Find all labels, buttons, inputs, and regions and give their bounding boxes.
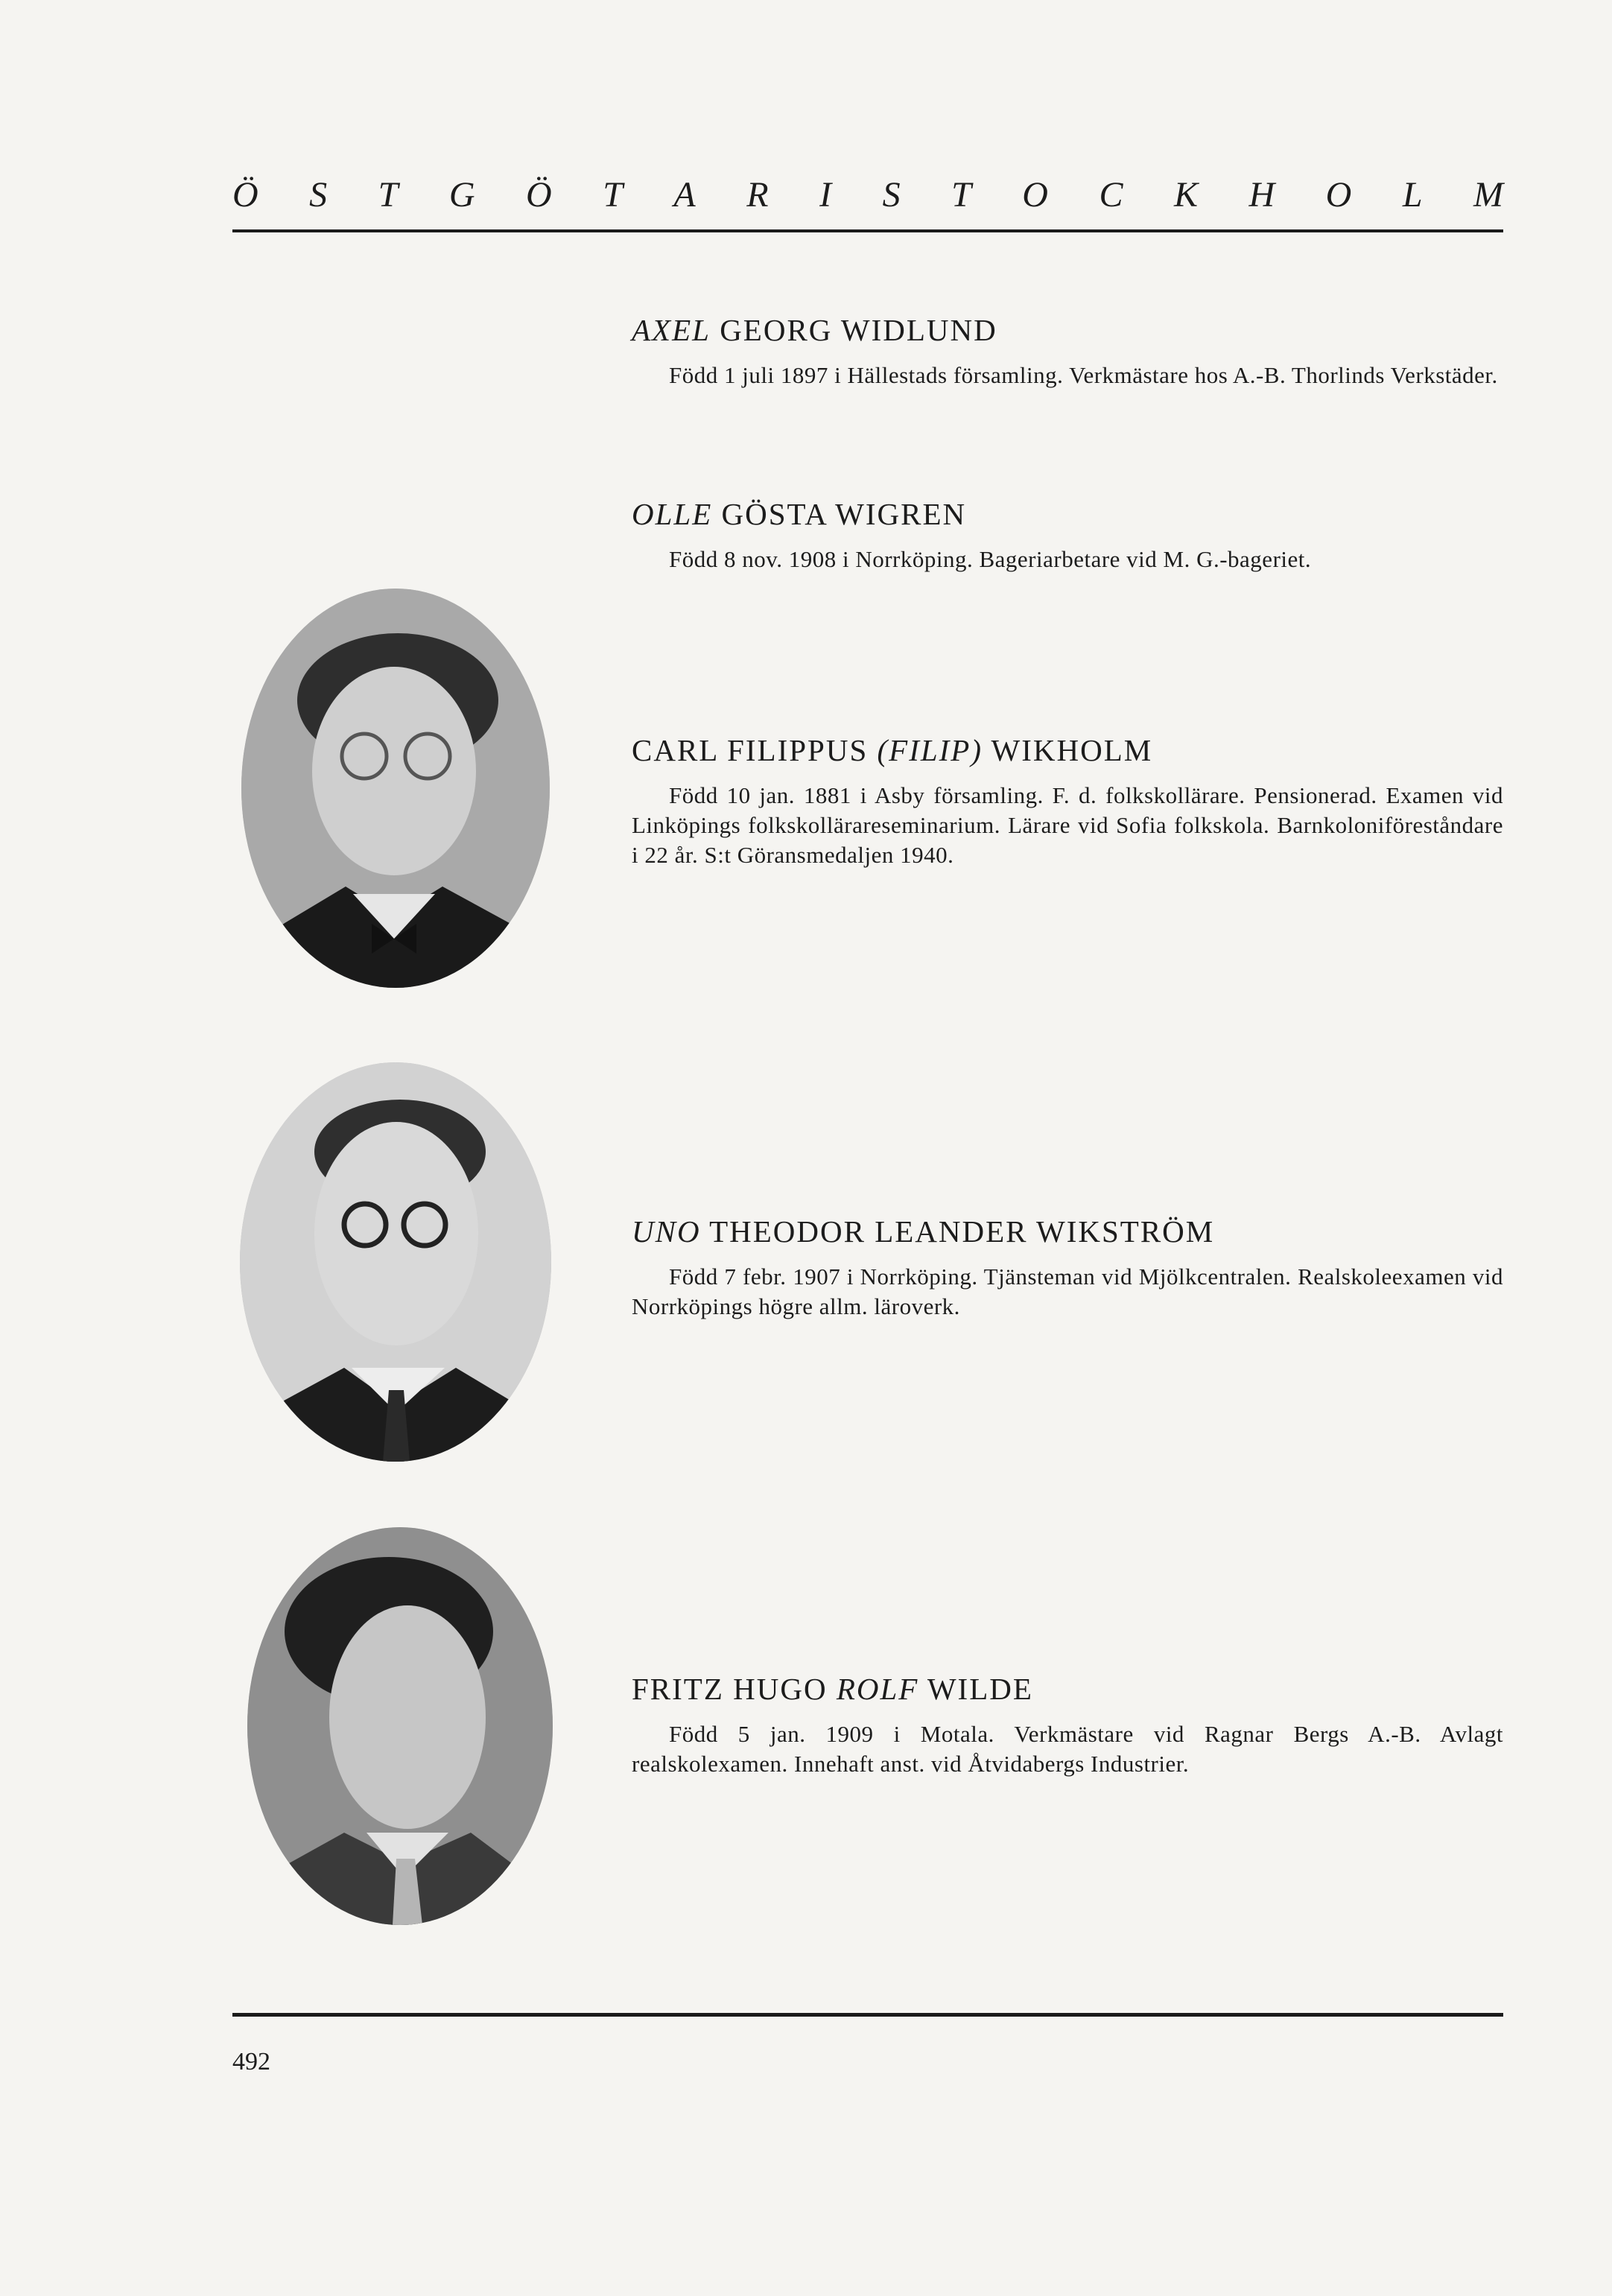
header-letter: I bbox=[819, 175, 832, 215]
header-letter: G bbox=[448, 175, 475, 215]
name-italic: ROLF bbox=[836, 1672, 919, 1706]
biography-entry bbox=[632, 1213, 1503, 1322]
name-italic: AXEL bbox=[632, 313, 711, 347]
name-rest: GÖSTA WIGREN bbox=[712, 497, 967, 531]
biography-entry bbox=[632, 311, 1503, 390]
page-number: 492 bbox=[232, 2048, 270, 2075]
person-name bbox=[632, 495, 1503, 533]
name-before: CARL FILIPPUS bbox=[632, 733, 878, 767]
name-rest: THEODOR LEANDER WIKSTRÖM bbox=[700, 1214, 1215, 1249]
name-before: FRITZ HUGO bbox=[632, 1672, 837, 1706]
header-letter: T bbox=[951, 175, 971, 215]
biography-entry bbox=[632, 495, 1503, 574]
header-letter: T bbox=[378, 175, 399, 215]
person-name bbox=[632, 1213, 1503, 1250]
name-rest: WIKHOLM bbox=[983, 733, 1153, 767]
header-letter: C bbox=[1099, 175, 1123, 215]
running-header bbox=[232, 173, 1503, 218]
person-name bbox=[632, 1670, 1503, 1707]
header-letter: S bbox=[309, 175, 328, 215]
biography-entry bbox=[632, 1670, 1503, 1779]
header-letter: K bbox=[1173, 175, 1198, 215]
header-letter: O bbox=[1022, 175, 1048, 215]
person-name bbox=[632, 732, 1503, 769]
header-letter: R bbox=[746, 175, 769, 215]
name-italic: (FILIP) bbox=[877, 733, 983, 767]
person-bio: Född 1 juli 1897 i Hällestads församling. Verkmästare hos A.-B. Thorlinds Verkstäder. bbox=[669, 362, 1498, 388]
header-letter: A bbox=[673, 175, 696, 215]
name-italic: UNO bbox=[632, 1214, 701, 1249]
header-letter: L bbox=[1402, 175, 1423, 215]
header-letter: Ö bbox=[232, 175, 258, 215]
header-rule bbox=[232, 229, 1503, 232]
name-italic: OLLE bbox=[632, 497, 713, 531]
portrait-photo bbox=[241, 589, 550, 988]
name-rest: WILDE bbox=[918, 1672, 1033, 1706]
biography-entry bbox=[632, 732, 1503, 870]
portrait-photo bbox=[247, 1527, 553, 1925]
person-name bbox=[632, 311, 1503, 349]
header-letter: T bbox=[603, 175, 623, 215]
header-letter: Ö bbox=[526, 175, 552, 215]
header-letter: S bbox=[882, 175, 901, 215]
person-bio: Född 5 jan. 1909 i Motala. Verkmästare vid Ragnar Bergs A.-B. Avlagt realskolexamen. Innehaft anst. vid Åtvidabergs Industrier. bbox=[632, 1721, 1503, 1777]
header-letter: H bbox=[1248, 175, 1275, 215]
footer-rule bbox=[232, 2013, 1503, 2017]
person-bio: Född 8 nov. 1908 i Norrköping. Bageriarbetare vid M. G.-bageriet. bbox=[669, 546, 1312, 572]
name-rest: GEORG WIDLUND bbox=[710, 313, 997, 347]
person-bio: Född 10 jan. 1881 i Asby församling. F. d. folkskollärare. Pensionerad. Examen vid Linköpings folkskollärareseminarium. Lärare vid Sofia folkskola. Barnkoloniföreståndare i 22 år. S:t Göransmedaljen 1940. bbox=[632, 782, 1503, 868]
person-bio: Född 7 febr. 1907 i Norrköping. Tjänsteman vid Mjölkcentralen. Realskoleexamen vid Norrköpings högre allm. läroverk. bbox=[632, 1263, 1503, 1319]
header-letter: O bbox=[1325, 175, 1352, 215]
portrait-photo bbox=[240, 1062, 551, 1462]
header-letter: M bbox=[1473, 175, 1503, 215]
